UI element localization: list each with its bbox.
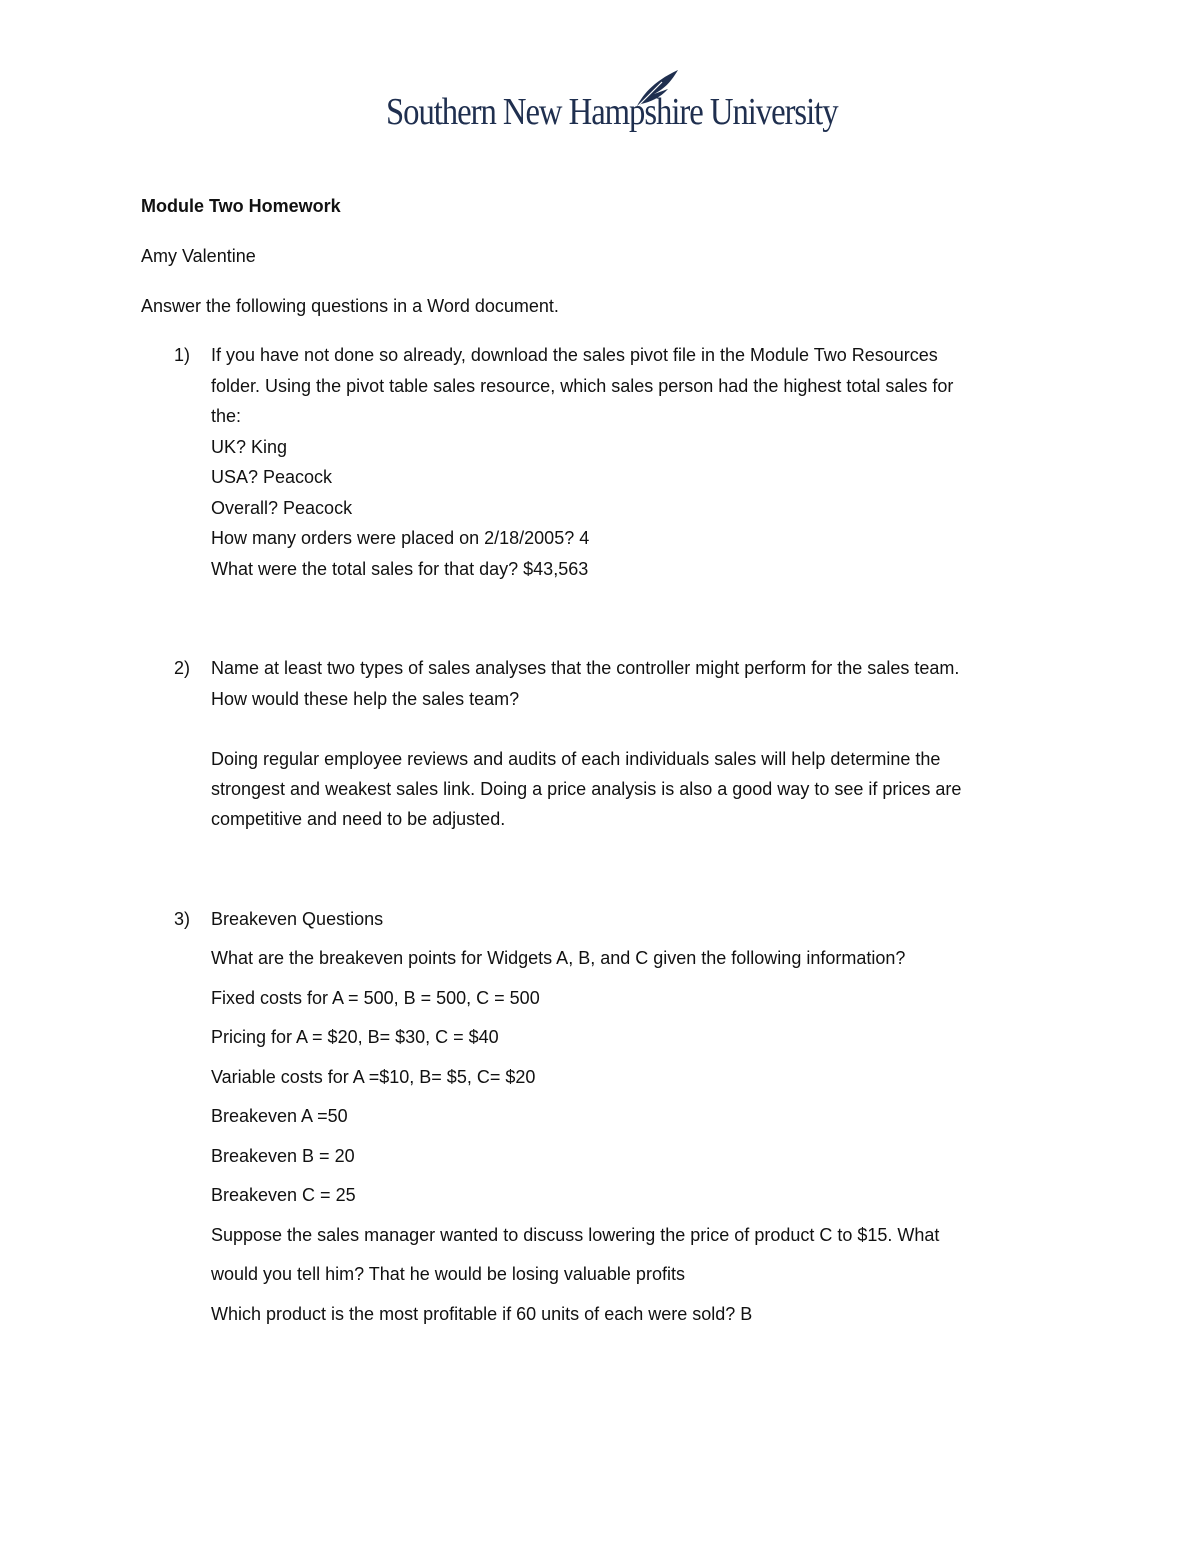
question-1-answer-overall: Overall? Peacock (211, 498, 353, 518)
question-3-breakeven-a: Breakeven A =50 (211, 1106, 348, 1126)
question-2-answer: strongest and weakest sales link. Doing a price analysis is also a good way to see if prices are (211, 779, 962, 799)
author-name: Amy Valentine (141, 246, 256, 266)
question-1-answer-usa: USA? Peacock (211, 467, 333, 487)
document-title: Module Two Homework (141, 196, 341, 216)
logo-text: Southern New Hampshire University (386, 91, 838, 133)
question-3-fixed-costs: Fixed costs for A = 500, B = 500, C = 500 (211, 988, 540, 1008)
question-1-answer-orders: How many orders were placed on 2/18/2005? 4 (211, 528, 590, 548)
question-2-line: How would these help the sales team? (211, 689, 520, 709)
question-2-answer: competitive and need to be adjusted. (211, 809, 506, 829)
question-3-line: Suppose the sales manager wanted to discuss lowering the price of product C to $15. What (211, 1225, 940, 1245)
question-3-pricing: Pricing for A = $20, B= $30, C = $40 (211, 1027, 499, 1047)
question-3-variable-costs: Variable costs for A =$10, B= $5, C= $20 (211, 1067, 536, 1087)
question-3-breakeven-c: Breakeven C = 25 (211, 1185, 356, 1205)
question-1-number: 1) (174, 345, 191, 365)
question-1-line: the: (211, 406, 242, 426)
question-3-line: Which product is the most profitable if 60 units of each were sold? B (211, 1304, 753, 1324)
question-3-line: would you tell him? That he would be losing valuable profits (211, 1264, 685, 1284)
question-3-heading: Breakeven Questions (211, 909, 384, 929)
question-3-number: 3) (174, 909, 191, 929)
question-1-answer-uk: UK? King (211, 437, 288, 457)
question-1-line: If you have not done so already, download the sales pivot file in the Module Two Resources (211, 345, 938, 365)
instructions: Answer the following questions in a Word document. (141, 296, 559, 316)
university-logo (386, 68, 838, 140)
question-1-line: folder. Using the pivot table sales resource, which sales person had the highest total sales for (211, 376, 954, 396)
question-2-answer: Doing regular employee reviews and audits of each individuals sales will help determine the (211, 749, 941, 769)
question-1-answer-total: What were the total sales for that day? $43,563 (211, 559, 589, 579)
question-2-number: 2) (174, 658, 191, 678)
question-3-line: What are the breakeven points for Widgets A, B, and C given the following information? (211, 948, 906, 968)
question-2-line: Name at least two types of sales analyses that the controller might perform for the sales team. (211, 658, 960, 678)
question-3-breakeven-b: Breakeven B = 20 (211, 1146, 355, 1166)
